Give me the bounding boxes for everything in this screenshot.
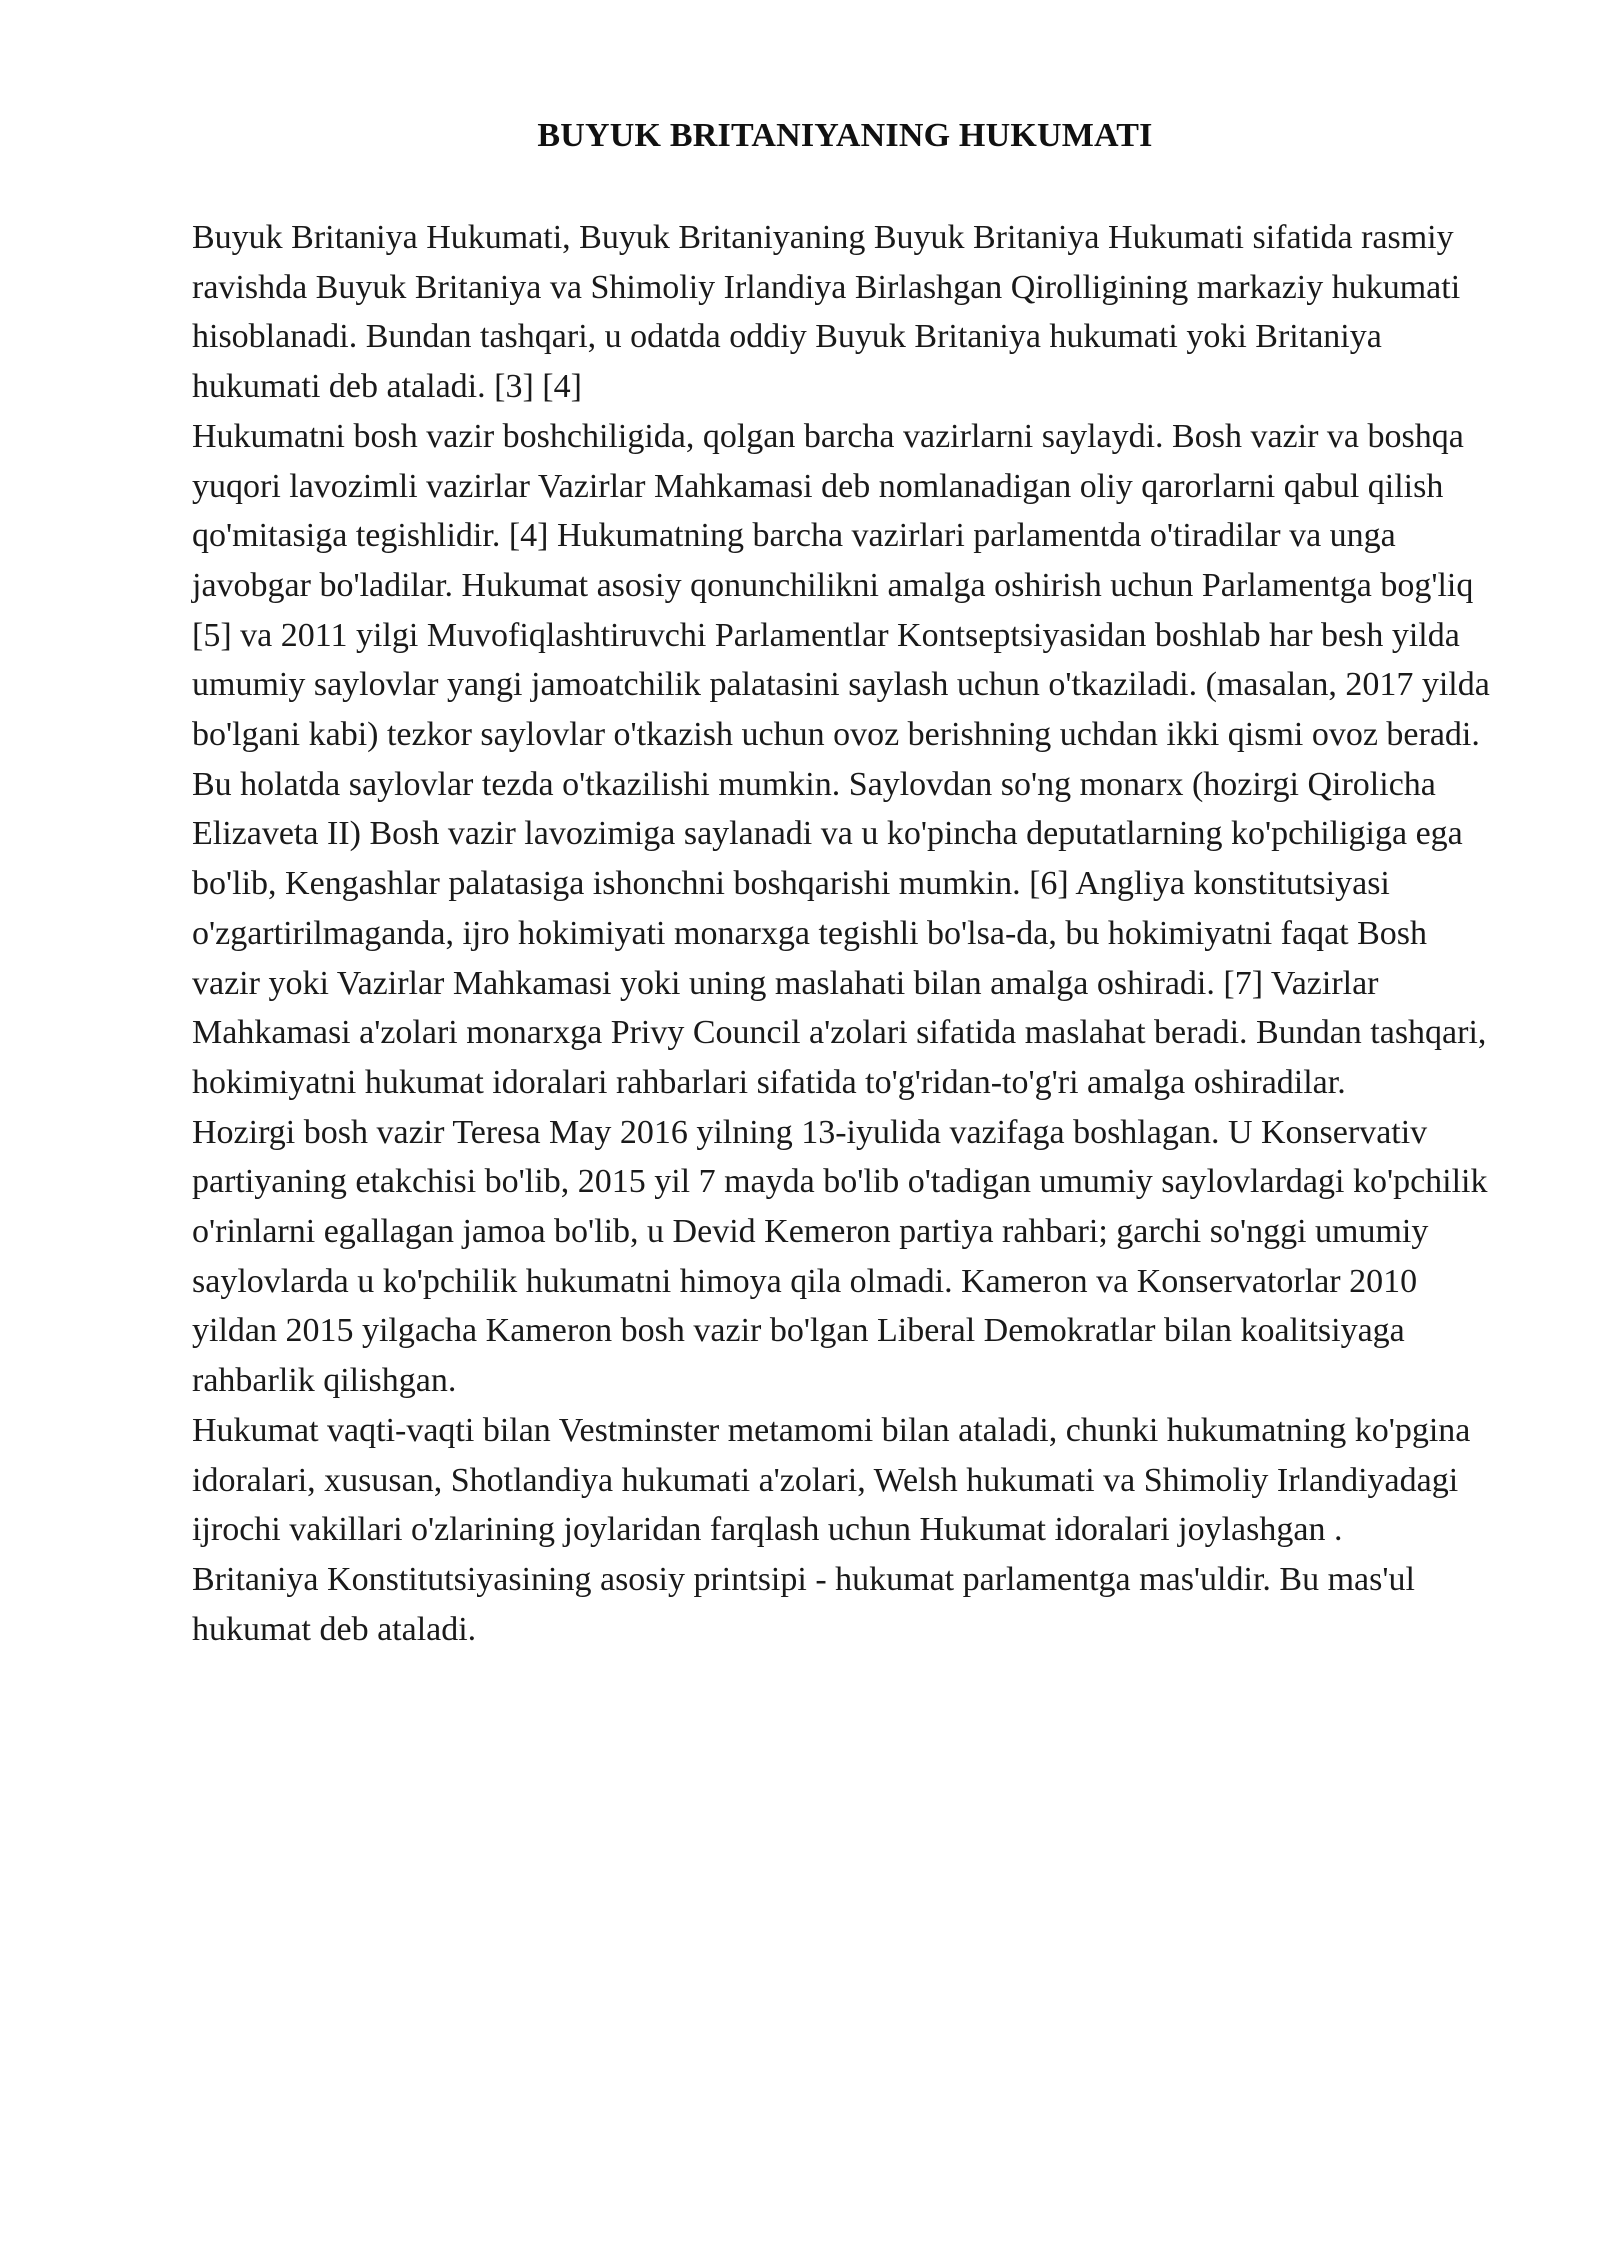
document-body xyxy=(192,213,1492,1654)
paragraph-2: Hukumatni bosh vazir boshchiligida, qolgan barcha vazirlarni saylaydi. Bosh vazir va boshqa yuqori lavozimli vazirlar Vazirlar Mahkamasi deb nomlanadigan oliy qarorlarni qabul qilish qo'mitasiga tegishlidir. [4] Hukumatning barcha vazirlari parlamentda o'tiradilar va unga javobgar bo'ladilar. Hukumat asosiy qonunchilikni amalga oshirish uchun Parlamentga bog'liq [5] va 2011 yilgi Muvofiqlashtiruvchi Parlamentlar Kontseptsiyasidan boshlab har besh yilda umumiy saylovlar yangi jamoatchilik palatasini saylash uchun o'tkaziladi. (masalan, 2017 yilda bo'lgani kabi) tezkor saylovlar o'tkazish uchun ovoz berishning uchdan ikki qismi ovoz beradi. Bu holatda saylovlar tezda o'tkazilishi mumkin. Saylovdan so'ng monarx (hozirgi Qirolicha Elizaveta II) Bosh vazir lavozimiga saylanadi va u ko'pincha deputatlarning ko'pchiligiga ega bo'lib, Kengashlar palatasiga ishonchni boshqarishi mumkin. [6] Angliya konstitutsiyasi o'zgartirilmaganda, ijro hokimiyati monarxga tegishli bo'lsa-da, bu hokimiyatni faqat Bosh vazir yoki Vazirlar Mahkamasi yoki uning maslahati bilan amalga oshiradi. [7] Vazirlar Mahkamasi a'zolari monarxga Privy Council a'zolari sifatida maslahat beradi. Bundan tashqari, hokimiyatni hukumat idoralari rahbarlari sifatida to'g'ridan-to'g'ri amalga oshiradilar. xyxy=(192,417,1490,1101)
paragraph-1: Buyuk Britaniya Hukumati, Buyuk Britaniyaning Buyuk Britaniya Hukumati sifatida rasmiy ravishda Buyuk Britaniya va Shimoliy Irlandiya Birlashgan Qirolligining markaziy hukumati hisoblanadi. Bundan tashqari, u odatda oddiy Buyuk Britaniya hukumati yoki Britaniya hukumati deb ataladi. [3] [4] xyxy=(192,219,1461,406)
paragraph-5: Britaniya Konstitutsiyasining asosiy printsipi - hukumat parlamentga mas'uldir. Bu mas'ul hukumat deb ataladi. xyxy=(192,1560,1415,1648)
paragraph-3: Hozirgi bosh vazir Teresa May 2016 yilning 13-iyulida vazifaga boshlagan. U Konservativ partiyaning etakchisi bo'lib, 2015 yil 7 mayda bo'lib o'tadigan umumiy saylovlardagi ko'pchilik o'rinlarni egallagan jamoa bo'lib, u Devid Kemeron partiya rahbari; garchi so'nggi umumiy saylovlarda u ko'pchilik hukumatni himoya qila olmadi. Kameron va Konservatorlar 2010 yildan 2015 yilgacha Kameron bosh vazir bo'lgan Liberal Demokratlar bilan koalitsiyaga rahbarlik qilishgan. xyxy=(192,1113,1488,1400)
paragraph-4: Hukumat vaqti-vaqti bilan Vestminster metamomi bilan ataladi, chunki hukumatning ko'pgina idoralari, xususan, Shotlandiya hukumati a'zolari, Welsh hukumati va Shimoliy Irlandiyadagi ijrochi vakillari o'zlarining joylaridan farqlash uchun Hukumat idoralari joylashgan . xyxy=(192,1411,1471,1549)
document-title: BUYUK BRITANIYANING HUKUMATI xyxy=(537,117,1153,154)
